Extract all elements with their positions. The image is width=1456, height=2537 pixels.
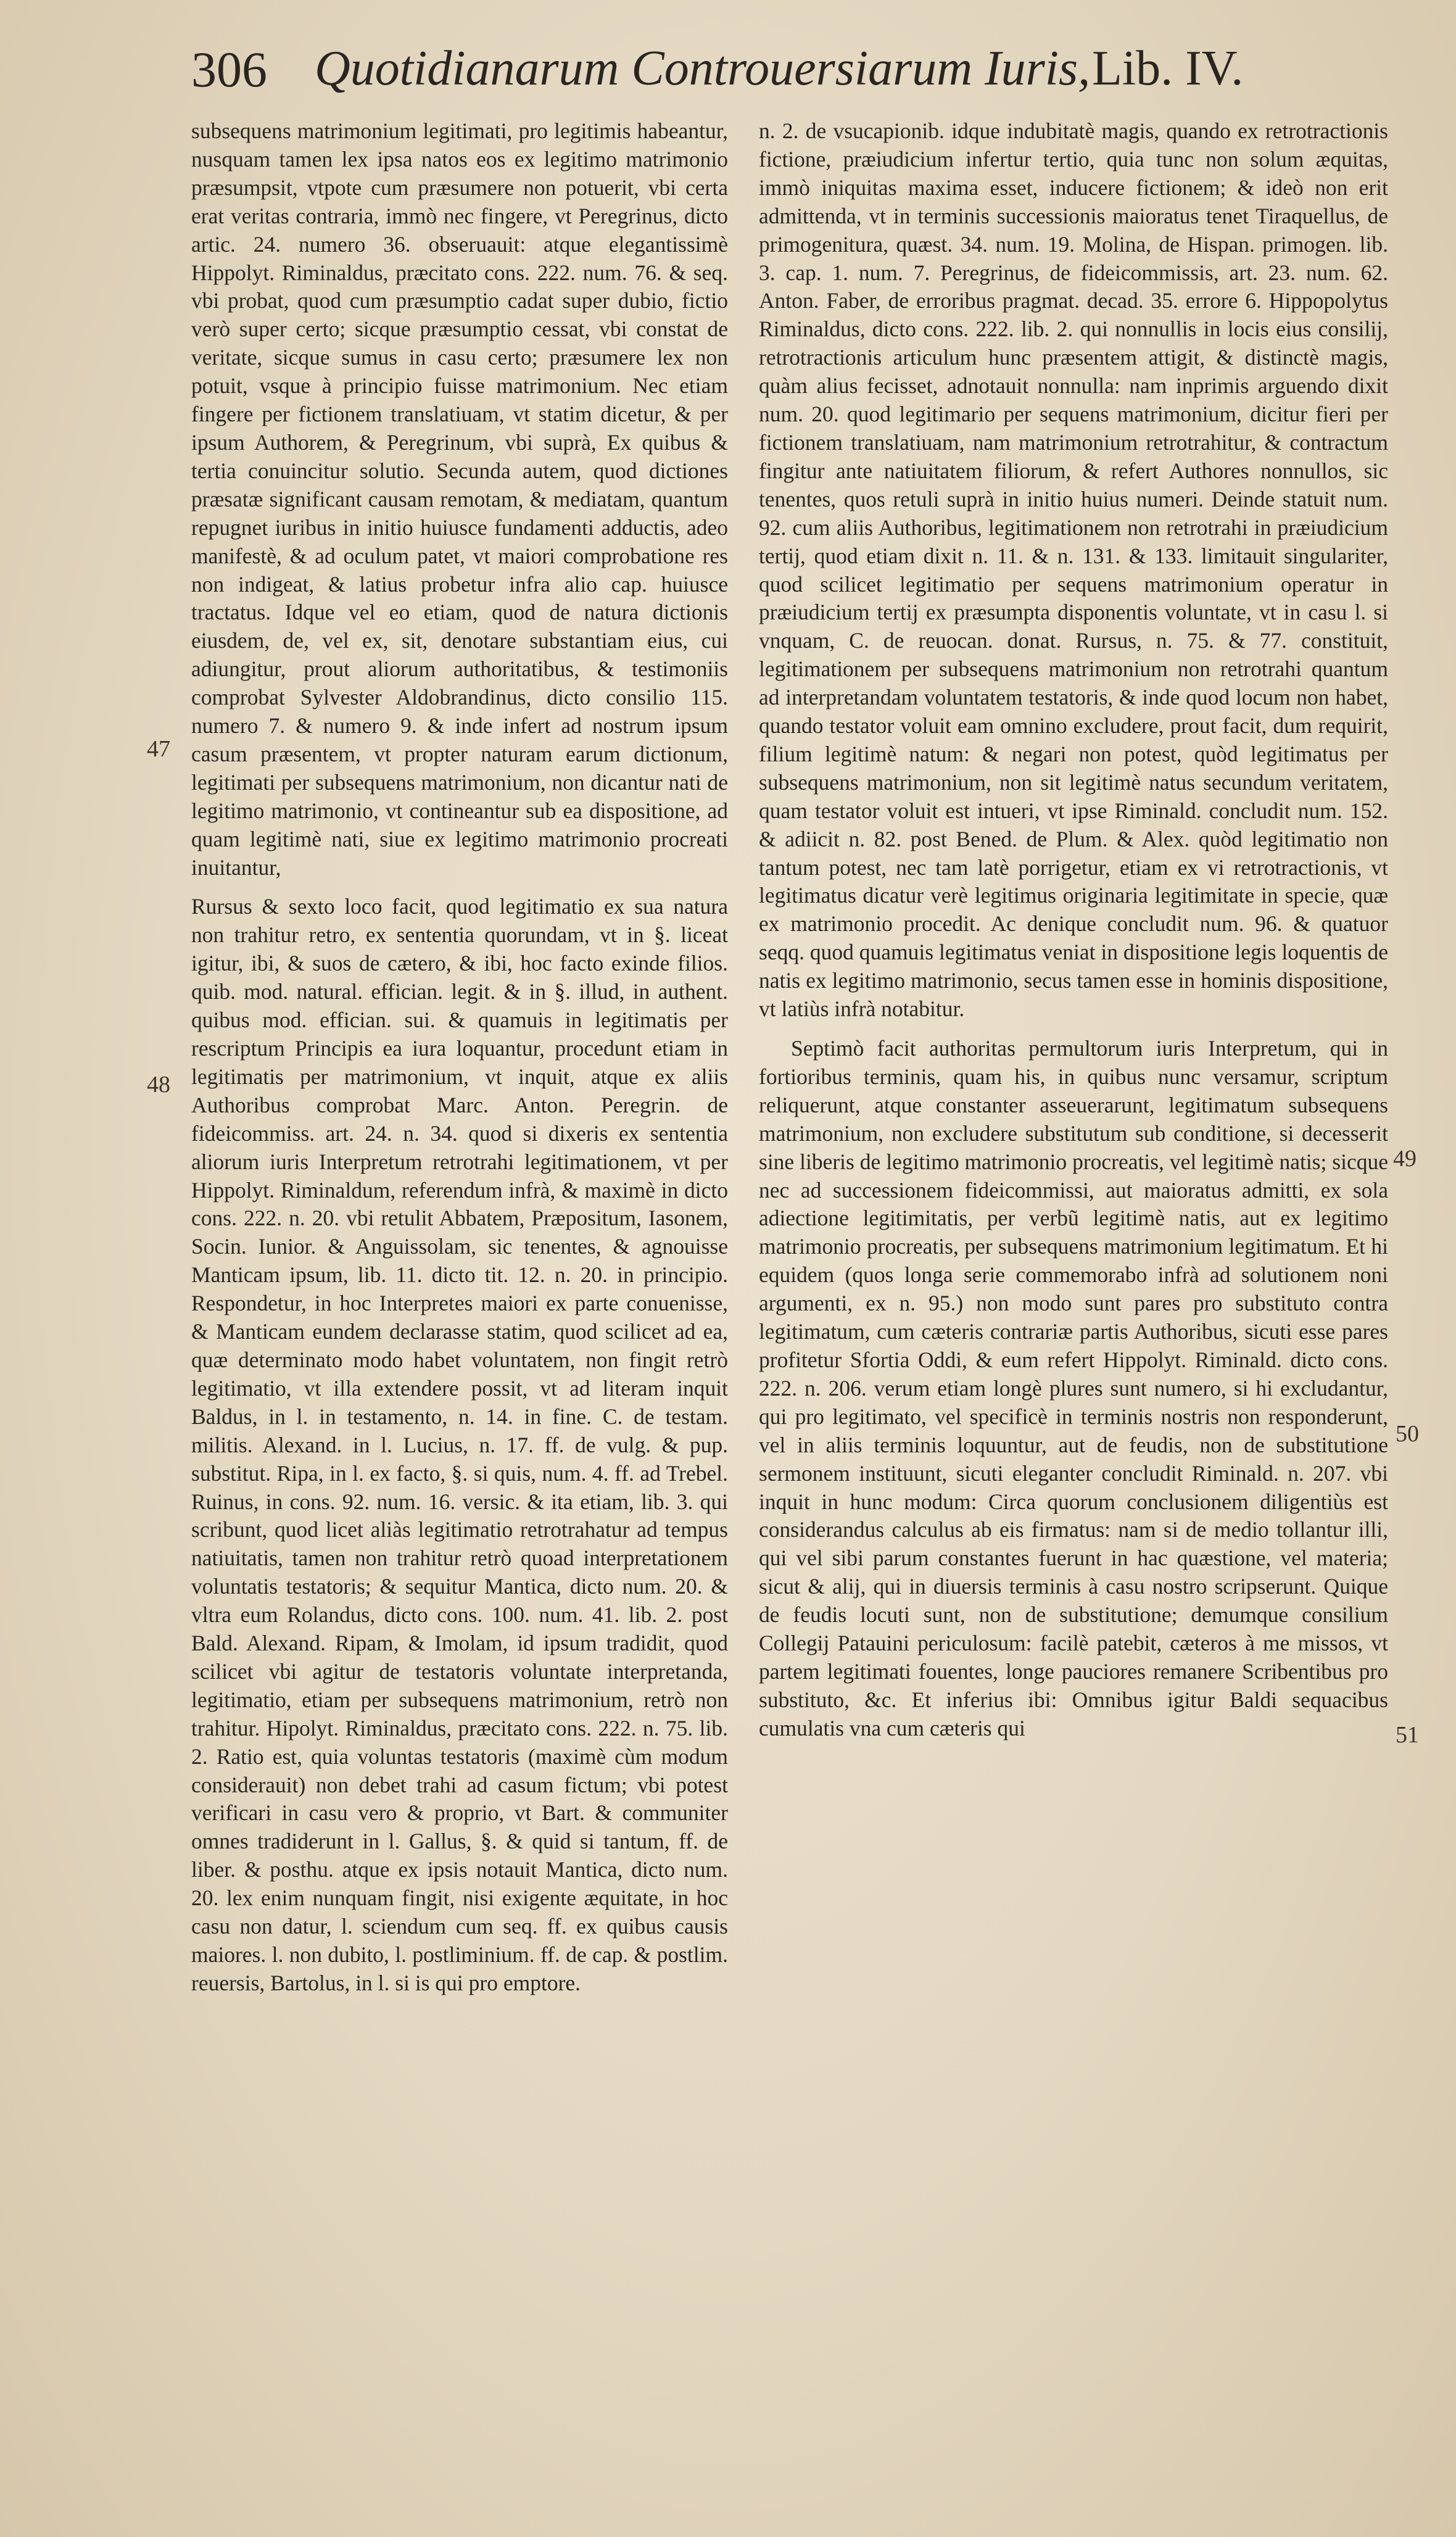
page-number: 306 <box>191 41 267 97</box>
running-title: Quotidianarum Controuersiarum Iuris, <box>315 41 1091 96</box>
left-column <box>191 117 728 2511</box>
running-book-number: Lib. IV. <box>1092 41 1244 96</box>
right-paragraph-1: n. 2. de vsucapionib. idque indubitatè magis, quando ex retrotractionis fictione, præiudicium infertur tertio, quia tunc non solum æquitas, immò iniquitas maxima esset, inducere fictionem; & ideò non erit admittenda, vt in terminis successionis maioratus tenet Tiraquellus, de primogenitura, quæst. 34. num. 19. Molina, de Hispan. primogen. lib. 3. cap. 1. num. 7. Peregrinus, de fideicommissis, art. 23. num. 62. Anton. Faber, de erroribus pragmat. decad. 35. errore 6. Hippopolytus Riminaldus, dicto cons. 222. lib. 2. qui nonnullis in locis eius consilij, retrotractionis articulum hunc præsentem attigit, & distinctè magis, quàm alius fecisset, adnotauit nonnulla: nam inprimis arguendo dixit num. 20. quod legitimario per sequens matrimonium, dicitur fieri per fictionem translatiuam, nam matrimonium retrotrahitur, & contractum fingitur ante natiuitatem filiorum, & refert Authores nonnullos, sic tenentes, quos retuli suprà in initio huius numeri. Deinde statuit num. 92. cum aliis Authoribus, legitimationem non retrotrahi in præiudicium tertij, quod etiam dixit n. 11. & n. 131. & 133. limitauit singulariter, quod scilicet legitimatio per sequens matrimonium operatur in præiudicium tertij ex præsumpta disponentis voluntate, vt in casu l. si vnquam, C. de reuocan. donat. Rursus, n. 75. & 77. constituit, legitimationem per subsequens matrimonium non retrotrahi quantum ad interpretandam voluntatem testatoris, & inde quod locum non habet, quando testator voluit eam omnino excludere, prout facit, dum requirit, filium legitimè natum: & negari non potest, quòd legitimatus per subsequens matrimonium, non sit legitimè natus secundum veritatem, quam testator voluit est intueri, vt ipse Riminald. concludit num. 152. & adiicit n. 82. post Bened. de Plum. & Alex. quòd legitimatio non tantum potest, nec tam latè porrigetur, etiam ex vi retrotractionis, vt legitimatus dicatur verè legitimus originaria legitimitate in specie, quæ ex matrimonio procedit. Ac denique concludit num. 96. & quatuor seqq. quod quamuis legitimatus veniat in dispositione legis loquentis de natis ex legitimo matrimonio, secus tamen esse in hominis dispositione, vt latiùs infrà notabitur. <box>759 118 1388 1022</box>
right-paragraph-2: Septimò facit authoritas permultorum iuris Interpretum, qui in fortioribus terminis, quam his, in quibus nunc versamur, scriptum reliquerunt, atque constanter asseuerarunt, legitimatum subsequens matrimonium, non excludere substitutum sub conditione, si decesserit sine liberis de legitimo matrimonio procreatis, vel legitimè natis; sicque nec ad successionem fideicommissi, aut maioratus admitti, ex sola adiectione legitimitatis, per verbũ legitimè natis, aut ex legitimo matrimonio procreatis, per subsequens matrimonium legitimatum. Et hi equidem (quos longa serie commemorabo infrà ad solutionem noni argumenti, ex n. 95.) non modo sunt pares pro substituto contra legitimatum, cum cæteris contrariæ partis Authoribus, sicuti esse pares profitetur Sfortia Oddi, & eum refert Hippolyt. Riminald. dicto cons. 222. n. 206. verum etiam longè plures sunt numero, si hi excludantur, qui pro legitimato, vel specificè in terminis nostris non responderunt, vel in aliis terminis loquuntur, aut de feudis, non de substitutione sermonem instituunt, sicuti eleganter concludit Riminald. n. 207. vbi inquit in hunc modum: Circa quorum conclusionem diligentiùs est considerandus calculus ab eis firmatus: nam si de medio tollantur illi, qui vel sibi parum constantes fuerunt in hac quæstione, vel materia; sicut & alij, qui in diuersis terminis à casu nostro scripserunt. Quique de feudis locuti sunt, non de substitutione; demumque consilium Collegij Patauini periculosum: facilè patebit, cæteros à me missos, vt partem legitimati fouentes, longe pauciores remanere Scribentibus pro substituto, &c. Et inferius ibi: Omnibus igitur Baldi sequacibus cumulatis vna cum cæteris qui <box>759 1036 1388 1740</box>
margin-number-47: 47 <box>147 736 170 762</box>
left-paragraph-1: subsequens matrimonium legitimati, pro legitimis habeantur, nusquam tamen lex ipsa natos eos ex legitimo matrimonio præsumpsit, vtpote cum præsumere non potuerit, vbi certa erat veritas contraria, immò nec fingere, vt Peregrinus, dicto artic. 24. numero 36. obseruauit: atque elegantissimè Hippolyt. Riminaldus, præcitato cons. 222. num. 76. & seq. vbi probat, quod cum præsumptio cadat super dubio, fictio verò super certo; sicque præsumptio cessat, vbi constat de veritate, sicque sumus in casu certo; præsumere lex non potuit, vsque à principio fuisse matrimonium. Nec etiam fingere per fictionem translatiuam, vt statim dicetur, & per ipsum Authorem, & Peregrinum, vbi suprà, Ex quibus & tertia conuincitur solutio. Secunda autem, quod dictiones præsatæ significant causam remotam, & mediatam, quantum repugnet iuribus in initio huiusce fundamenti adductis, adeo manifestè, & ad oculum patet, vt maiori comprobatione res non indigeat, & latius probetur infra alio cap. huiusce tractatus. Idque vel eo etiam, quod de natura dictionis eiusdem, de, vel ex, sit, denotare substantiam eius, cui adiungitur, prout aliorum authoritatibus, & testimoniis comprobat Sylvester Aldobrandinus, dicto consilio 115. numero 7. & numero 9. & inde infert ad nostrum ipsum casum præsentem, vt propter naturam earum dictionum, legitimati per subsequens matrimonium, non dicantur nati de legitimo matrimonio, vt contineantur sub ea dispositione, ad quam legitimè nati, siue ex legitimo matrimonio procreati inuitantur, <box>191 118 728 880</box>
right-column <box>759 117 1388 2511</box>
margin-number-48: 48 <box>147 1072 170 1098</box>
margin-number-49: 49 <box>1393 1146 1417 1172</box>
page-header <box>191 41 1244 121</box>
margin-number-51: 51 <box>1396 1722 1419 1748</box>
left-paragraph-2: Rursus & sexto loco facit, quod legitimatio ex sua natura non trahitur retro, ex sententia quorundam, vt in §. liceat igitur, ibi, & suos de cætero, & ibi, hoc facto exinde filios. quib. mod. natural. effician. legit. & in §. illud, in authent. quibus mod. effician. sui. & quamuis in legitimatis per rescriptum Principis ea iura loquantur, procedunt etiam in legitimatis per matrimonium, vt inquit, atque ex aliis Authoribus comprobat Marc. Anton. Peregrin. de fideicommiss. art. 24. n. 34. quod si dixeris ex sententia aliorum iuris Interpretum retrotrahi legitimationem, vt per Hippolyt. Riminaldum, referendum infrà, & maximè in dicto cons. 222. n. 20. vbi retulit Abbatem, Præpositum, Iasonem, Socin. Iunior. & Anguissolam, sic tenentes, & agnouisse Manticam ipsum, lib. 11. dicto tit. 12. n. 20. in principio. Respondetur, in hoc Interpretes maiori ex parte conuenisse, & Manticam eundem declarasse statim, quod scilicet ad ea, quæ determinato modo habet voluntatem, non fingit retrò legitimatio, vt illa extendere possit, vt ad literam inquit Baldus, in l. in testamento, n. 14. in fine. C. de testam. militis. Alexand. in l. Lucius, n. 17. ff. de vulg. & pup. substitut. Ripa, in l. ex facto, §. si quis, num. 4. ff. ad Trebel. Ruinus, in cons. 92. num. 16. versic. & ita etiam, lib. 3. qui scribunt, quod licet aliàs legitimatio retrotrahatur ad tempus natiuitatis, tamen non trahitur retrò quoad interpretationem voluntatis testatoris; & sequitur Mantica, dicto num. 20. & vltra eum Rolandus, dicto cons. 100. num. 41. lib. 2. post Bald. Alexand. Ripam, & Imolam, id ipsum tradidit, quod scilicet vbi agitur de testatoris voluntate interpretanda, legitimatio, etiam per subsequens matrimonium, retrò non trahitur. Hipolyt. Riminaldus, præcitato cons. 222. n. 75. lib. 2. Ratio est, quia voluntas testatoris (maximè cùm modum considerauit) non debet trahi ad casum fictum; vbi potest verificari in casu vero & proprio, vt Bart. & communiter omnes tradiderunt in l. Gallus, §. & quid si tantum, ff. de liber. & posthu. atque ex ipsis notauit Mantica, dicto num. 20. lex enim nunquam fingit, nisi exigente æquitate, in hoc casu non datur, l. sciendum cum seq. ff. ex quibus causis maiores. l. non dubito, l. postliminium. ff. de cap. & postlim. reuersis, Bartolus, in l. si is qui pro emptore. <box>191 894 728 1995</box>
margin-number-50: 50 <box>1396 1421 1419 1447</box>
